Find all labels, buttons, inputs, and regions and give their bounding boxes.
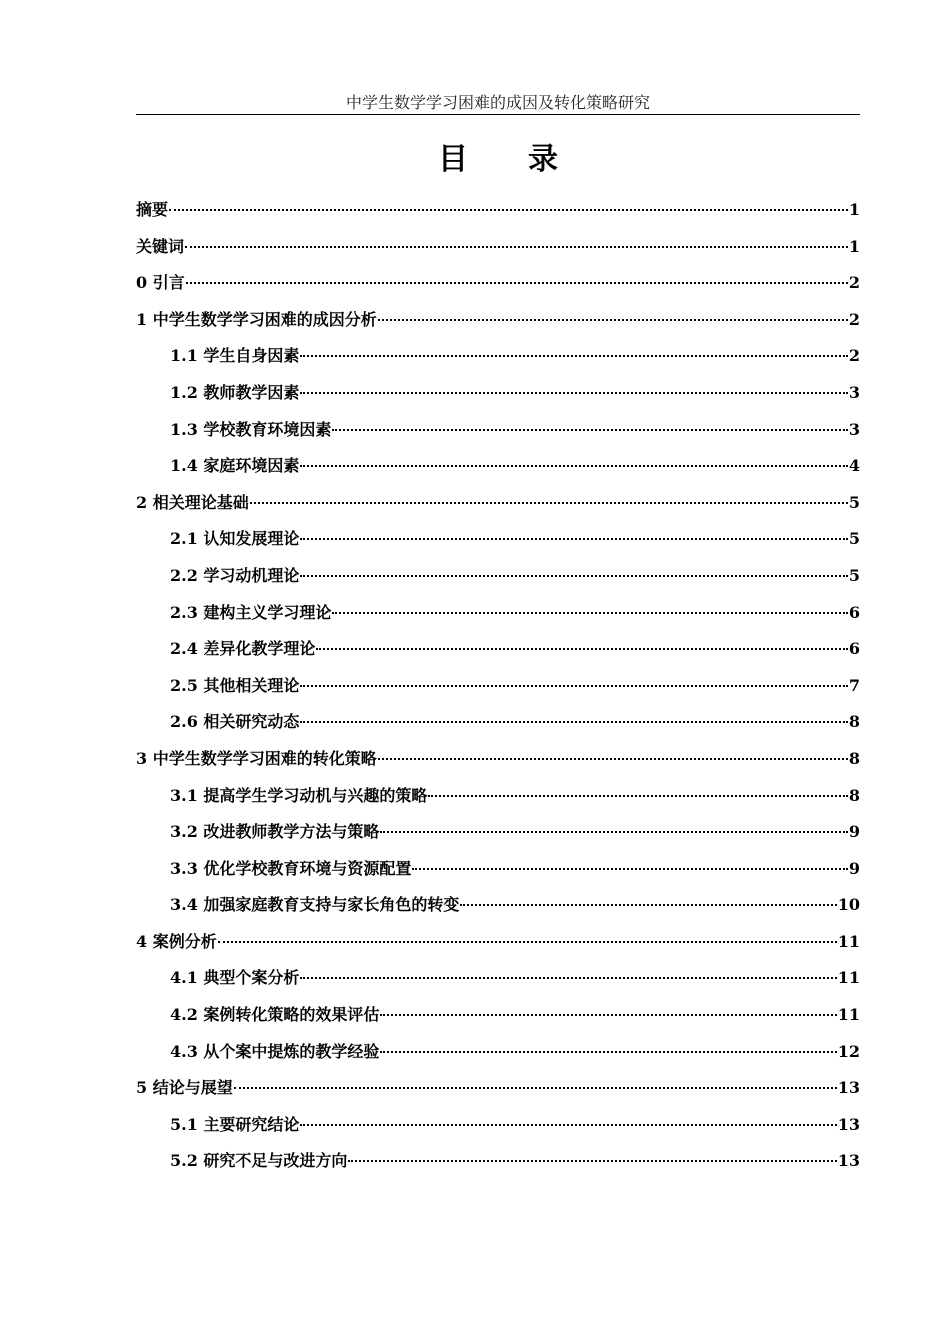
dot-leader: [300, 685, 847, 687]
toc-entry-label: 2.4 差异化教学理论: [170, 639, 316, 659]
toc-entry-label: 关键词: [136, 236, 185, 256]
running-header: 中学生数学学习困难的成因及转化策略研究: [345, 93, 650, 112]
dot-leader: [300, 392, 847, 394]
dot-leader: [428, 795, 847, 797]
toc-entry-page-number: 11: [837, 931, 860, 951]
toc-title-part-1: 目: [438, 142, 468, 177]
dot-leader: [378, 758, 848, 760]
toc-entry-label: 4.2 案例转化策略的效果评估: [170, 1005, 380, 1025]
dot-leader: [332, 612, 847, 614]
dot-leader: [460, 904, 836, 906]
toc-entry-label: 2.6 相关研究动态: [170, 712, 300, 732]
dot-leader: [380, 1051, 836, 1053]
toc-entry-label: 1.1 学生自身因素: [170, 346, 300, 366]
dot-leader: [380, 831, 847, 833]
dot-leader: [300, 575, 847, 577]
toc-entry-page-number: 5: [848, 529, 860, 549]
toc-entry-page-number: 8: [848, 785, 860, 805]
toc-entry[interactable]: [136, 930, 860, 967]
toc-entry-page-number: 9: [848, 858, 860, 878]
toc-entry[interactable]: [136, 637, 860, 674]
toc-entry-page-number: 13: [837, 1114, 860, 1134]
dot-leader: [300, 977, 836, 979]
dot-leader: [250, 502, 848, 504]
toc-entry-page-number: 12: [837, 1041, 860, 1061]
toc-entry-page-number: 10: [837, 895, 860, 915]
toc-entry-page-number: 2: [848, 309, 860, 329]
toc-entry-label: 4 案例分析: [136, 931, 217, 951]
toc-entry-label: 4.3 从个案中提炼的教学经验: [170, 1041, 380, 1061]
toc-entry-page-number: 6: [848, 639, 860, 659]
toc-list: [136, 198, 860, 1186]
toc-entry-label: 2 相关理论基础: [136, 492, 249, 512]
dot-leader: [169, 209, 848, 211]
toc-entry[interactable]: [136, 893, 860, 930]
toc-entry[interactable]: [136, 820, 860, 857]
toc-entry-page-number: 3: [848, 419, 860, 439]
toc-entry-page-number: 1: [848, 200, 860, 219]
toc-entry-label: 1 中学生数学学习困难的成因分析: [136, 309, 377, 329]
toc-entry[interactable]: [136, 674, 860, 711]
dot-leader: [300, 465, 847, 467]
toc-entry-label: 4.1 典型个案分析: [170, 968, 300, 988]
toc-entry[interactable]: [136, 1113, 860, 1150]
dot-leader: [332, 429, 847, 431]
toc-entry[interactable]: [136, 454, 860, 491]
toc-entry-page-number: 4: [848, 456, 860, 476]
toc-entry[interactable]: [136, 1003, 860, 1040]
toc-entry-page-number: 6: [848, 602, 860, 622]
toc-entry-page-number: 1: [848, 236, 860, 256]
dot-leader: [348, 1160, 836, 1162]
header-rule: [136, 114, 860, 115]
toc-entry-label: 3.2 改进教师教学方法与策略: [170, 822, 380, 842]
toc-entry-page-number: 7: [848, 675, 860, 695]
toc-entry-label: 3.1 提高学生学习动机与兴趣的策略: [170, 785, 428, 805]
toc-entry-page-number: 8: [848, 712, 860, 732]
toc-entry[interactable]: [136, 784, 860, 821]
toc-entry[interactable]: [136, 1040, 860, 1077]
toc-entry-label: 1.4 家庭环境因素: [170, 456, 300, 476]
dot-leader: [300, 538, 847, 540]
toc-entry[interactable]: [136, 381, 860, 418]
toc-entry[interactable]: [136, 418, 860, 455]
dot-leader: [378, 319, 848, 321]
toc-entry-label: 1.2 教师教学因素: [170, 382, 300, 402]
toc-entry-page-number: 13: [837, 1078, 860, 1098]
toc-entry-page-number: 11: [837, 1005, 860, 1025]
dot-leader: [380, 1014, 836, 1016]
toc-entry[interactable]: [136, 857, 860, 894]
toc-entry-label: 1.3 学校教育环境因素: [170, 419, 332, 439]
toc-entry[interactable]: [136, 564, 860, 601]
toc-entry-page-number: 11: [837, 968, 860, 988]
toc-entry[interactable]: [136, 198, 860, 235]
dot-leader: [300, 721, 847, 723]
dot-leader: [234, 1087, 837, 1089]
toc-entry-label: 2.1 认知发展理论: [170, 529, 300, 549]
toc-entry[interactable]: [136, 308, 860, 345]
toc-entry-page-number: 8: [848, 748, 860, 768]
dot-leader: [412, 868, 847, 870]
toc-entry-label: 3 中学生数学学习困难的转化策略: [136, 748, 377, 768]
toc-entry-label: 2.2 学习动机理论: [170, 565, 300, 585]
dot-leader: [185, 246, 848, 248]
toc-entry-label: 2.5 其他相关理论: [170, 675, 300, 695]
toc-entry[interactable]: [136, 710, 860, 747]
toc-entry-page-number: 5: [848, 492, 860, 512]
toc-title-part-2: 录: [528, 142, 558, 177]
toc-entry-page-number: 13: [837, 1151, 860, 1171]
toc-entry-page-number: 2: [848, 346, 860, 366]
dot-leader: [186, 282, 848, 284]
dot-leader: [300, 355, 847, 357]
toc-entry-label: 2.3 建构主义学习理论: [170, 602, 332, 622]
toc-entry[interactable]: [136, 1149, 860, 1186]
dot-leader: [300, 1124, 836, 1126]
toc-entry-page-number: 5: [848, 565, 860, 585]
toc-entry[interactable]: [136, 1076, 860, 1113]
toc-entry-label: 5.1 主要研究结论: [170, 1114, 300, 1134]
dot-leader: [316, 648, 847, 650]
toc-entry[interactable]: [136, 527, 860, 564]
toc-entry[interactable]: [136, 491, 860, 528]
toc-entry-label: 3.3 优化学校教育环境与资源配置: [170, 858, 412, 878]
toc-entry-label: 5.2 研究不足与改进方向: [170, 1151, 348, 1171]
toc-entry[interactable]: [136, 235, 860, 272]
toc-entry-label: 摘要: [136, 200, 169, 219]
toc-entry-label: 0 引言: [136, 273, 185, 293]
toc-entry-page-number: 9: [848, 822, 860, 842]
toc-entry[interactable]: [136, 747, 860, 784]
toc-entry[interactable]: [136, 344, 860, 381]
toc-entry[interactable]: [136, 271, 860, 308]
toc-title: [136, 140, 860, 180]
toc-entry[interactable]: [136, 601, 860, 638]
dot-leader: [218, 941, 837, 943]
toc-entry-label: 3.4 加强家庭教育支持与家长角色的转变: [170, 895, 460, 915]
toc-entry[interactable]: [136, 966, 860, 1003]
toc-entry-page-number: 3: [848, 382, 860, 402]
toc-entry-page-number: 2: [848, 273, 860, 293]
toc-entry-label: 5 结论与展望: [136, 1078, 233, 1098]
